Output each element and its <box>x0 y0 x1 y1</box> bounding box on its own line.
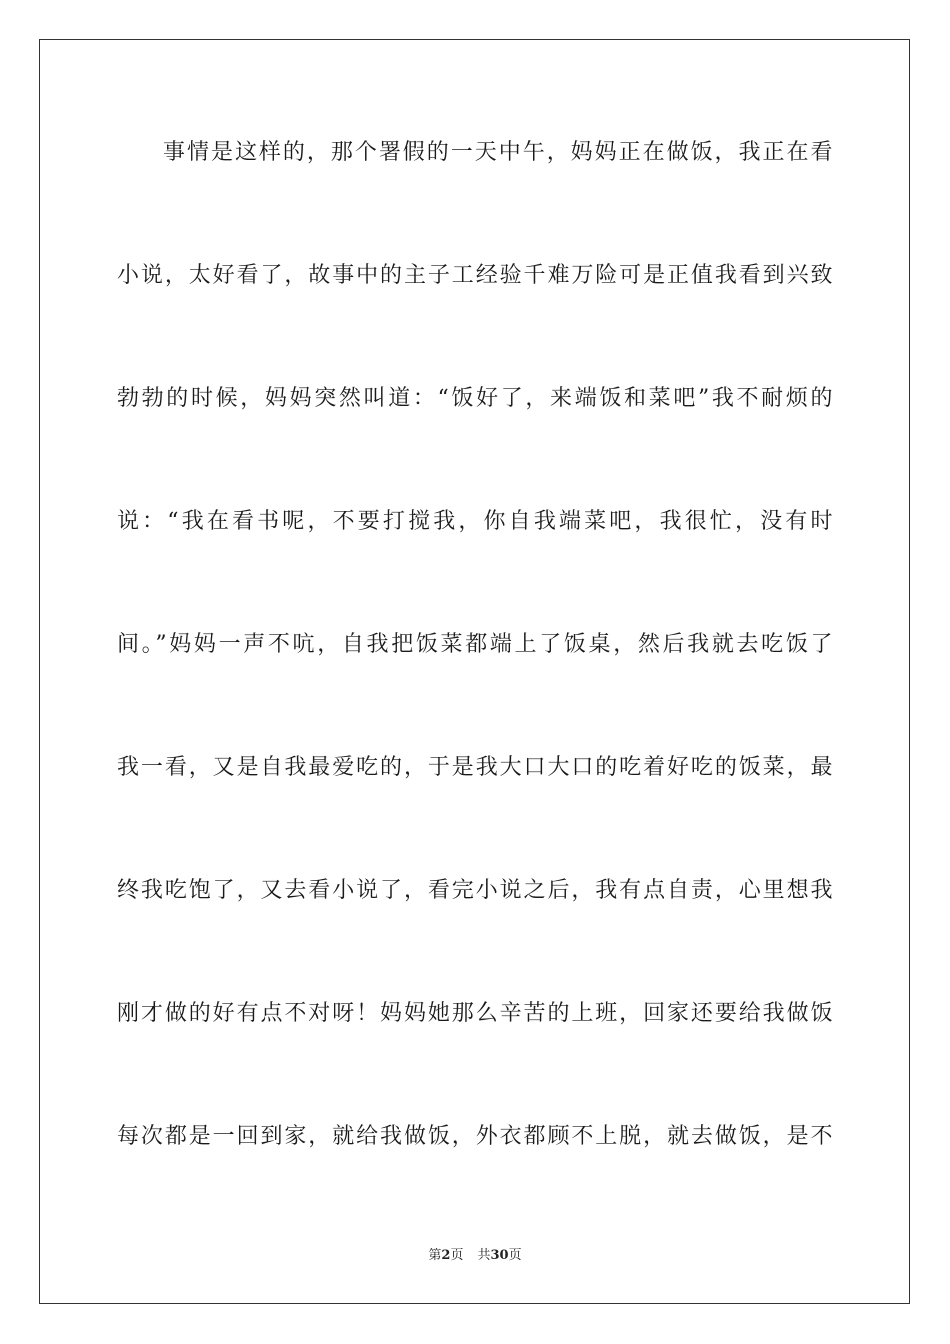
total-prefix: 共 <box>477 1248 491 1263</box>
text-line: 事情是这样的，那个署假的一天中午，妈妈正在做饭，我正在看 <box>163 140 833 165</box>
page-footer <box>0 1247 950 1265</box>
text-line: 我一看，又是自我最爱吃的，于是我大口大口的吃着好吃的饭菜，最 <box>117 755 833 780</box>
total-pages: 30 <box>490 1248 509 1263</box>
total-suffix: 页 <box>508 1248 522 1263</box>
page-prefix: 第 <box>428 1248 442 1263</box>
page-suffix: 页 <box>450 1248 464 1263</box>
text-line: 终我吃饱了，又去看小说了，看完小说之后，我有点自责，心里想我 <box>117 878 833 903</box>
document-body <box>117 128 833 1235</box>
text-line: 刚才做的好有点不对呀！妈妈她那么辛苦的上班，回家还要给我做饭 <box>117 1001 833 1026</box>
text-line: 勃勃的时候，妈妈突然叫道：“饭好了，来端饭和菜吧”我不耐烦的 <box>117 386 833 411</box>
text-line: 每次都是一回到家，就给我做饭，外衣都顾不上脱，就去做饭，是不 <box>117 1124 833 1149</box>
text-line: 说：“我在看书呢，不要打搅我，你自我端菜吧，我很忙，没有时 <box>117 509 833 534</box>
text-line: 小说，太好看了，故事中的主子工经验千难万险可是正值我看到兴致 <box>117 263 833 288</box>
page-number: 2 <box>441 1248 451 1263</box>
text-line: 间。”妈妈一声不吭，自我把饭菜都端上了饭桌，然后我就去吃饭了 <box>117 632 833 657</box>
